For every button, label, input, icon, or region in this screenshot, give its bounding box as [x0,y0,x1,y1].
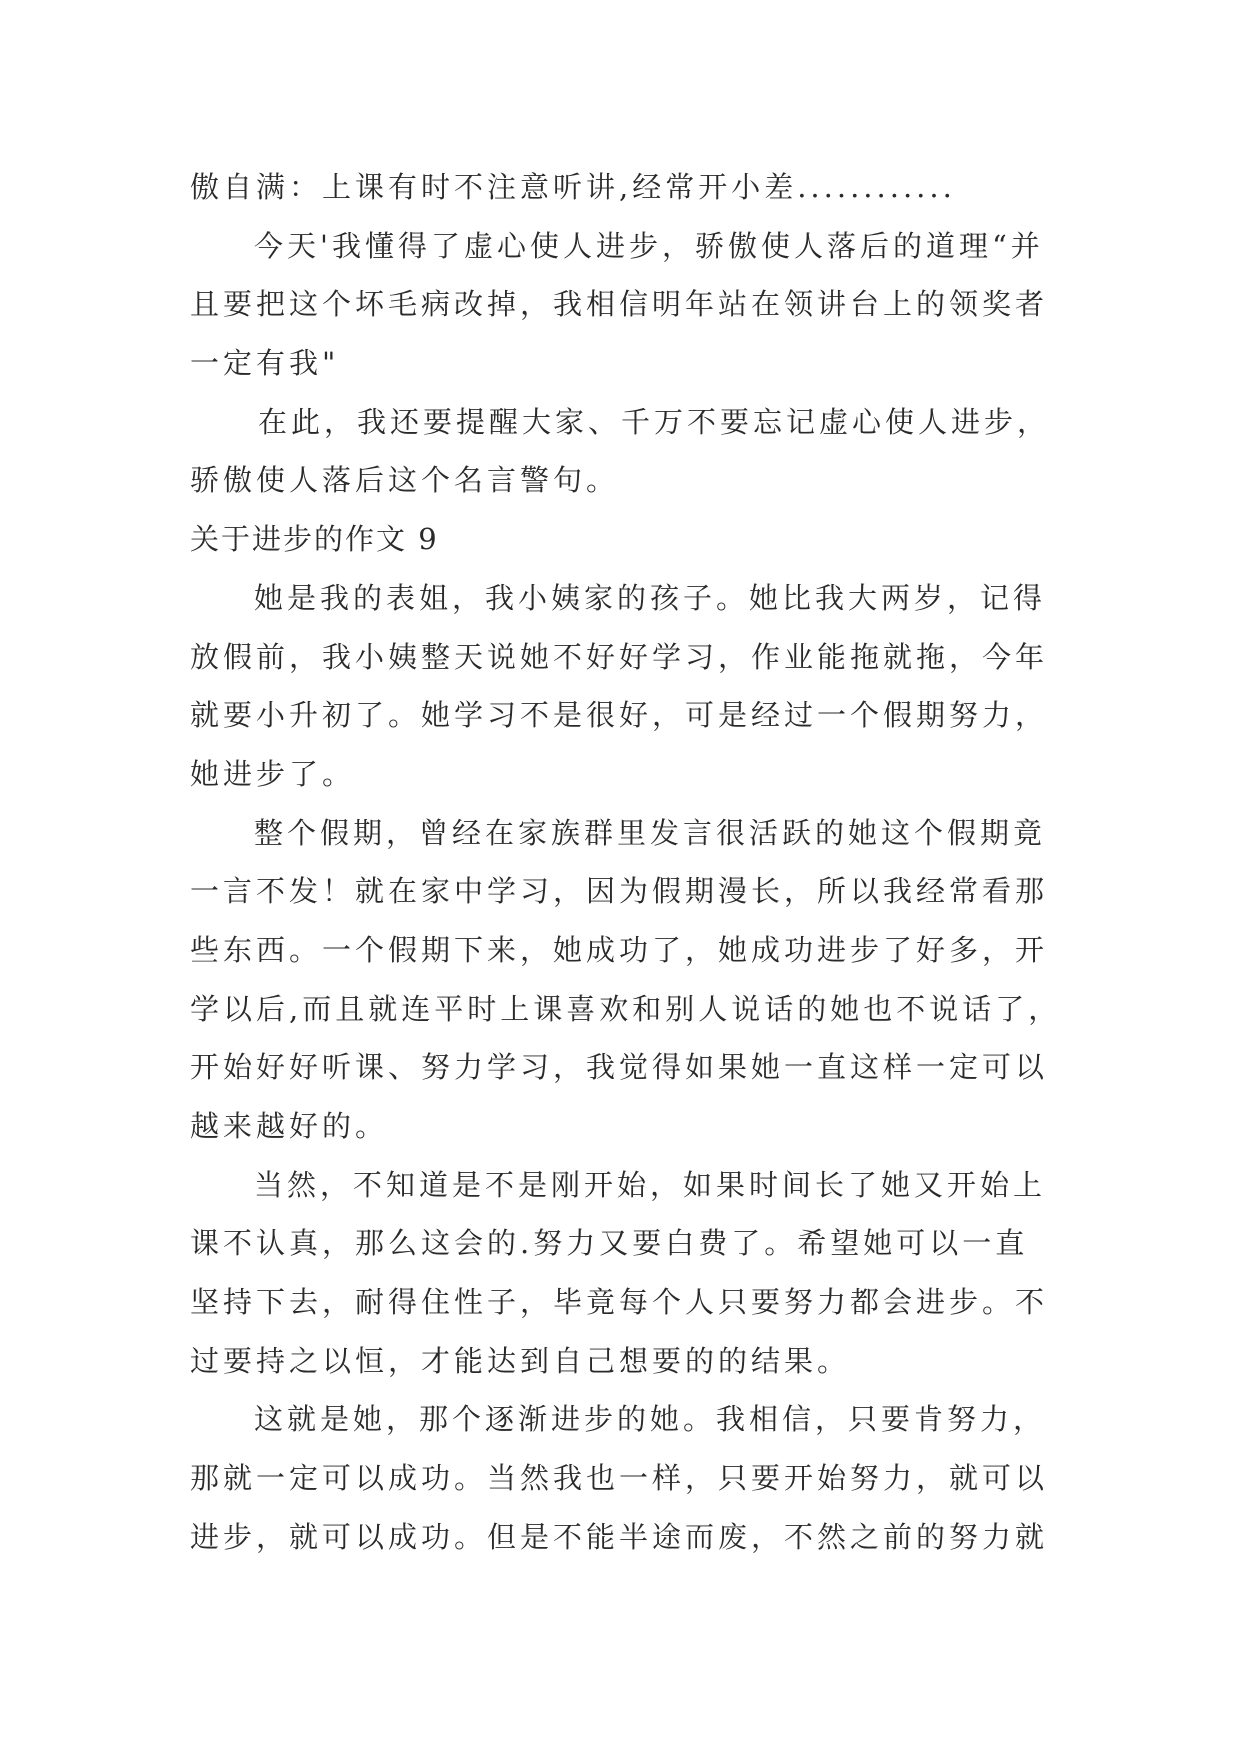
document-body [190,158,1070,1567]
text-line: 放假前，我小姨整天说她不好好学习，作业能拖就拖，今年 [190,639,1049,674]
paragraph-start-line: 整个假期，曾经在家族群里发言很活跃的她这个假期竟 [254,815,1047,850]
text-line: 进步，就可以成功。但是不能半途而废，不然之前的努力就 [190,1519,1049,1554]
text-line: 一言不发！就在家中学习，因为假期漫长，所以我经常看那 [190,874,1049,909]
paragraph-start-line: 在此，我还要提醒大家、千万不要忘记虚心使人进步， [258,404,1051,439]
text-line: 坚持下去，耐得住性子，毕竟每个人只要努力都会进步。不 [190,1285,1049,1320]
paragraph-start-line: 今天'我懂得了虚心使人进步，骄傲使人落后的道理“并 [254,228,1044,263]
paragraph-start-line: 这就是她，那个逐渐进步的她。我相信，只要肯努力， [254,1402,1047,1437]
text-line: 课不认真，那么这会的.努力又要白费了。希望她可以一直 [190,1226,1029,1261]
text-line: 学以后,而且就连平时上课喜欢和别人说话的她也不说话了， [190,991,1062,1026]
text-line: 一定有我" [190,346,340,381]
text-line: 就要小升初了。她学习不是很好，可是经过一个假期努力， [190,698,1049,733]
text-line: 些东西。一个假期下来，她成功了，她成功进步了好多，开 [190,932,1049,967]
text-line: 那就一定可以成功。当然我也一样，只要开始努力，就可以 [190,1461,1049,1496]
text-line: 开始好好听课、努力学习，我觉得如果她一直这样一定可以 [190,1050,1049,1085]
text-line: 骄傲使人落后这个名言警句。 [190,463,620,498]
paragraph-start-line: 当然，不知道是不是刚开始，如果时间长了她又开始上 [254,1167,1047,1202]
text-line: 过要持之以恒，才能达到自己想要的的结果。 [190,1343,851,1378]
text-line: 越来越好的。 [190,1109,389,1143]
text-line: 她进步了。 [190,756,356,791]
text-line: 傲自满：上课有时不注意听讲,经常开小差............ [190,170,956,204]
paragraph-start-line: 她是我的表姐，我小姨家的孩子。她比我大两岁，记得 [254,580,1047,615]
section-heading: 关于进步的作文 9 [190,522,439,557]
text-line: 且要把这个坏毛病改掉，我相信明年站在领讲台上的领奖者 [190,287,1049,322]
